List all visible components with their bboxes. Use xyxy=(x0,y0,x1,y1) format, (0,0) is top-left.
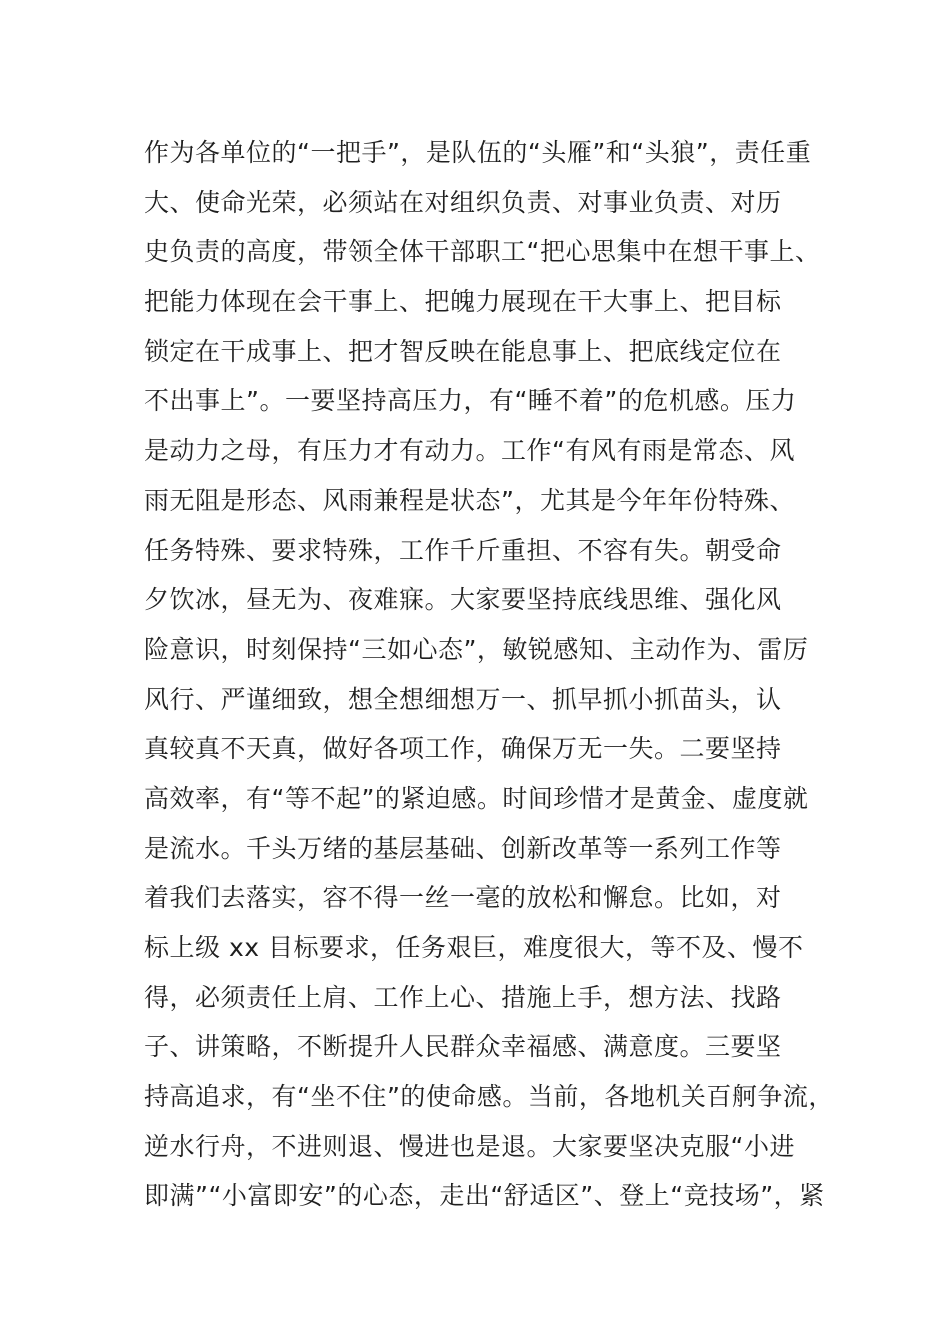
text-line: 是流水。千头万绪的基层基础、创新改革等一系列工作等 xyxy=(144,833,782,863)
text-line: 任务特殊、要求特殊，工作千斤重担、不容有失。朝受命 xyxy=(144,535,782,565)
text-line: 标上级 xx 目标要求，任务艰巨，难度很大，等不及、慢不 xyxy=(144,933,804,962)
text-line: 锁定在干成事上、把才智反映在能息事上、把底线定位在 xyxy=(144,336,782,366)
text-line: 是动力之母，有压力才有动力。工作“有风有雨是常态、风 xyxy=(144,436,795,466)
text-line: 高效率，有“等不起”的紧迫感。时间珍惜才是黄金、虚度就 xyxy=(144,783,809,813)
text-line: 风行、严谨细致，想全想细想万一、抓早抓小抓苗头，认 xyxy=(144,684,782,714)
body-paragraph xyxy=(144,128,844,1221)
text-line: 史负责的高度，带领全体干部职工“把心思集中在想干事上、 xyxy=(144,237,821,267)
text-line: 不出事上”。一要坚持高压力，有“睡不着”的危机感。压力 xyxy=(144,386,797,416)
text-line: 险意识，时刻保持“三如心态”，敏锐感知、主动作为、雷厉 xyxy=(144,634,809,664)
text-line: 得，必须责任上肩、工作上心、措施上手，想方法、找路 xyxy=(144,982,782,1012)
text-line: 即满”“小富即安”的心态，走出“舒适区”、登上“竞技场”，紧 xyxy=(144,1181,825,1211)
text-line: 大、使命光荣，必须站在对组织负责、对事业负责、对历 xyxy=(144,187,782,217)
text-line: 着我们去落实，容不得一丝一毫的放松和懈怠。比如，对 xyxy=(144,883,782,913)
text-line: 逆水行舟，不进则退、慢进也是退。大家要坚决克服“小进 xyxy=(144,1131,795,1161)
text-line: 夕饮冰，昼无为、夜难寐。大家要坚持底线思维、强化风 xyxy=(144,585,782,615)
text-line: 子、讲策略，不断提升人民群众幸福感、满意度。三要坚 xyxy=(144,1032,782,1062)
text-line: 雨无阻是形态、风雨兼程是状态”，尤其是今年年份特殊、 xyxy=(144,485,795,515)
text-line: 把能力体现在会干事上、把魄力展现在干大事上、把目标 xyxy=(144,287,782,317)
text-line: 真较真不天真，做好各项工作，确保万无一失。二要坚持 xyxy=(144,734,782,764)
text-line: 持高追求，有“坐不住”的使命感。当前，各地机关百舸争流， xyxy=(144,1082,834,1112)
text-line: 作为各单位的“一把手”，是队伍的“头雁”和“头狼”，责任重 xyxy=(144,138,812,167)
